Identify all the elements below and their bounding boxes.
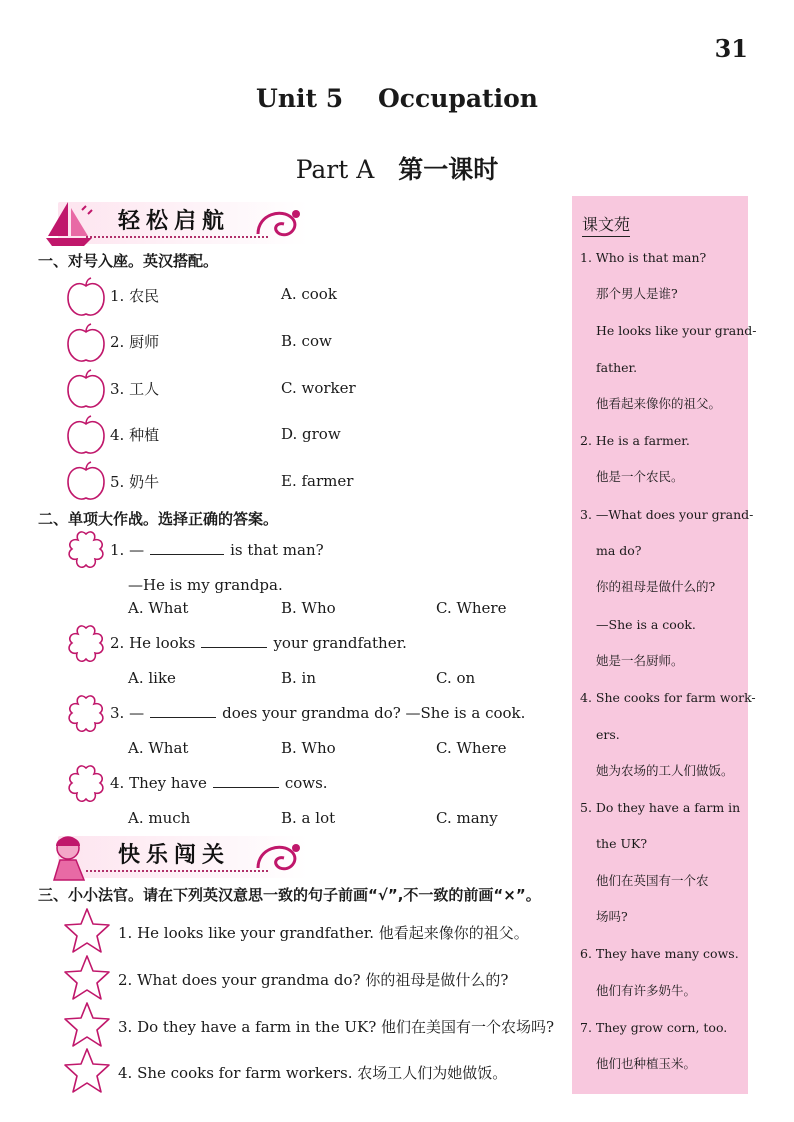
sidebar-line: 3. —What does your grand-	[580, 507, 754, 522]
match-right-5: E. farmer	[281, 472, 354, 490]
sidebar-line: 他看起来像你的祖父。	[596, 396, 722, 411]
apple-answer-box[interactable]	[64, 276, 108, 320]
answer-blank[interactable]	[150, 542, 224, 555]
unit-title: Unit 5 Occupation	[256, 84, 538, 113]
sidebar-line: —She is a cook.	[596, 617, 696, 632]
q2-option-c: C. on	[436, 669, 476, 687]
answer-blank[interactable]	[201, 635, 267, 648]
star-answer-box[interactable]	[62, 953, 112, 1003]
apple-answer-box[interactable]	[64, 460, 108, 504]
q4-option-b: B. a lot	[281, 809, 336, 827]
banner-title: 轻松启航	[118, 209, 231, 234]
flower-answer-box[interactable]	[64, 692, 108, 736]
flower-answer-box[interactable]	[64, 762, 108, 806]
sidebar-line: ers.	[596, 727, 620, 742]
question-4: 4. They have cows.	[110, 774, 328, 792]
sidebar-line: 他们也种植玉米。	[596, 1056, 697, 1071]
sidebar-line: 场吗?	[596, 909, 628, 924]
apple-answer-box[interactable]	[64, 368, 108, 412]
match-right-2: B. cow	[281, 332, 332, 350]
judge-item-4: 4. She cooks for farm workers. 农场工人们为她做饭。	[118, 1064, 508, 1082]
flower-answer-box[interactable]	[64, 528, 108, 572]
section2-heading: 二、单项大作战。选择正确的答案。	[38, 510, 279, 528]
q3-option-c: C. Where	[436, 739, 507, 757]
page-number: 31	[714, 34, 748, 63]
match-right-3: C. worker	[281, 379, 356, 397]
apple-answer-box[interactable]	[64, 322, 108, 366]
sidebar-line: ma do?	[596, 543, 642, 558]
sidebar-line: 6. They have many cows.	[580, 946, 739, 961]
sidebar-line: 7. They grow corn, too.	[580, 1020, 728, 1035]
sidebar-line: 你的祖母是做什么的?	[596, 579, 716, 594]
sidebar-line: 2. He is a farmer.	[580, 433, 690, 448]
sidebar-line: 4. She cooks for farm work-	[580, 690, 756, 705]
star-answer-box[interactable]	[62, 1000, 112, 1050]
q3-option-b: B. Who	[281, 739, 336, 757]
q4-option-c: C. many	[436, 809, 498, 827]
q1-option-c: C. Where	[436, 599, 507, 617]
sidebar-line: 他是一个农民。	[596, 469, 684, 484]
sidebar-line: He looks like your grand-	[596, 323, 757, 338]
flower-answer-box[interactable]	[64, 622, 108, 666]
sidebar-title: 课文苑	[582, 212, 630, 237]
judge-item-3: 3. Do they have a farm in the UK? 他们在美国有一个农场吗?	[118, 1018, 555, 1036]
match-right-1: A. cook	[281, 285, 337, 303]
sidebar-line: 她为农场的工人们做饭。	[596, 763, 734, 778]
question-1: 1. — is that man?	[110, 541, 324, 559]
match-left-3: 3. 工人	[110, 380, 160, 398]
star-answer-box[interactable]	[62, 906, 112, 956]
answer-blank[interactable]	[213, 775, 279, 788]
q1-option-b: B. Who	[281, 599, 336, 617]
match-left-2: 2. 厨师	[110, 333, 160, 351]
part-title	[0, 150, 794, 186]
section1-heading: 一、对号入座。英汉搭配。	[38, 252, 219, 270]
part-subtitle: 第一课时	[398, 155, 499, 184]
judge-item-1: 1. He looks like your grandfather. 他看起来像你的祖父。	[118, 924, 529, 942]
match-left-1: 1. 农民	[110, 287, 160, 305]
sidebar-line: the UK?	[596, 836, 648, 851]
section-banner-challenge	[38, 832, 308, 882]
sidebar-line: 他们在英国有一个农	[596, 873, 709, 888]
sidebar-line: 那个男人是谁?	[596, 286, 678, 301]
question-3: 3. — does your grandma do? —She is a cook.	[110, 704, 526, 722]
section-banner-warmup	[38, 198, 308, 248]
sailboat-icon	[38, 198, 100, 248]
sidebar-line: 他们有许多奶牛。	[596, 983, 697, 998]
q3-option-a: A. What	[128, 739, 189, 757]
sidebar-line: father.	[596, 360, 638, 375]
apple-answer-box[interactable]	[64, 414, 108, 458]
star-answer-box[interactable]	[62, 1046, 112, 1096]
q2-option-b: B. in	[281, 669, 317, 687]
sidebar-line: 1. Who is that man?	[580, 250, 707, 265]
q2-option-a: A. like	[128, 669, 176, 687]
judge-item-2: 2. What does your grandma do? 你的祖母是做什么的?	[118, 971, 509, 989]
banner-title: 快乐闯关	[118, 843, 231, 868]
match-left-5: 5. 奶牛	[110, 473, 160, 491]
match-right-4: D. grow	[281, 425, 341, 443]
question-2: 2. He looks your grandfather.	[110, 634, 407, 652]
sidebar-line: 她是一名厨师。	[596, 653, 684, 668]
part-label: Part A	[295, 155, 375, 184]
q4-option-a: A. much	[128, 809, 191, 827]
child-mascot-icon	[44, 832, 96, 882]
dragon-decoration-icon	[252, 204, 308, 244]
q1-option-a: A. What	[128, 599, 189, 617]
sidebar-line: 5. Do they have a farm in	[580, 800, 741, 815]
match-left-4: 4. 种植	[110, 426, 160, 444]
question-1-line2: —He is my grandpa.	[128, 576, 283, 594]
section3-heading: 三、小小法官。请在下列英汉意思一致的句子前画“√”,不一致的前画“×”。	[38, 886, 541, 904]
dragon-decoration-icon	[252, 838, 308, 878]
answer-blank[interactable]	[150, 705, 216, 718]
